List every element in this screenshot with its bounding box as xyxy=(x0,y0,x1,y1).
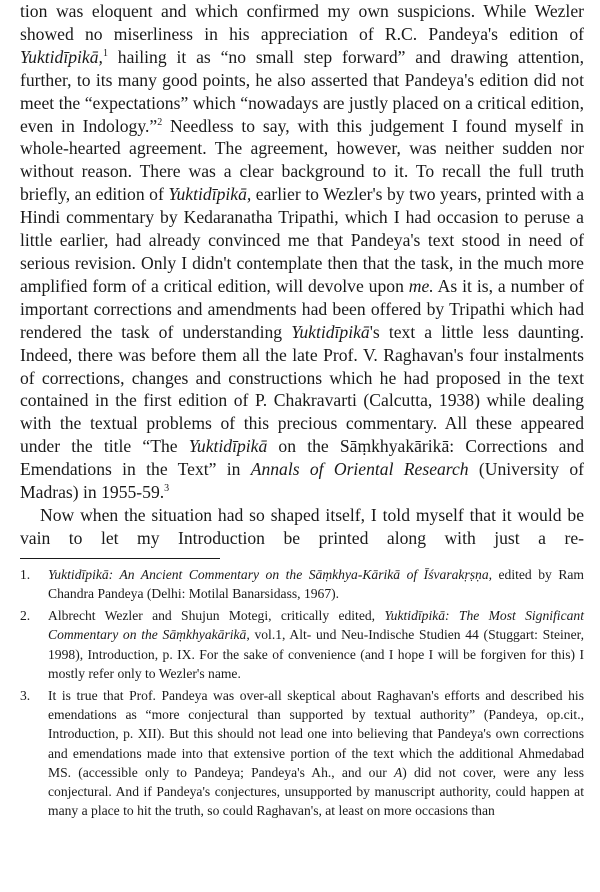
text-run: edited by Ram Chandra Pandeya (Delhi: Motilal Banarsidass, 1967). xyxy=(48,566,584,601)
paragraph xyxy=(20,504,584,550)
text-run: As it is, a number of important corrections and amendments had been offered by Tripathi which had rendered the task of understanding xyxy=(20,275,584,342)
italic-text: Yuktidīpikā xyxy=(188,436,268,457)
italic-text: A xyxy=(393,764,403,780)
paragraph xyxy=(20,0,584,504)
text-run: on the Sāṃkhyakārikā: Corrections and Emendations in the Text” in xyxy=(20,436,584,480)
footnote xyxy=(20,606,584,683)
footnote-ref: 3 xyxy=(164,483,170,495)
footnote xyxy=(20,565,584,603)
text-run: earlier to Wezler's by two years, printed with a Hindi commentary by Kedaranatha Tripathi, which I had occasion to peruse a little earlier, had already convinced me that Pandeya's text stood in need of serious revision. Only I didn't contemplate then that the task, in the much more amplified form of a critical edition, will devolve upon xyxy=(20,184,585,296)
italic-text: me. xyxy=(408,275,434,296)
page xyxy=(20,0,584,823)
text-run: 's text a little less daunting. Indeed, there was before them all the late Prof. V. Raghavan's four instalments of corrections, changes and constructions which he had proposed in the text contained in the first edition of P. Chakravarti (Calcutta, 1938) while dealing with the textual problems of this precious commentary. All these appeared under the title “The xyxy=(20,321,585,457)
text-run: hailing it as “no small step forward” and drawing attention, further, to its many good points, he also asserted that Pandeya's edition did not meet the “expectations” which “nowadays are justly placed on a critical edition, even in Indology.” xyxy=(20,46,584,136)
footnote-separator xyxy=(20,558,220,559)
text-run: vol.1, Alt- und Neu-Indische Studien 44 (Stuggart: Steiner, 1998), Introduction, p. IX. For the sake of convenience (and I hope I will be forgiven for this) I mostly refer only to Wezler's name. xyxy=(48,627,584,681)
italic-text: Yuktidīpikā, xyxy=(168,184,252,205)
footnote-text xyxy=(48,686,584,820)
text-run: (University of Madras) in 1955-59. xyxy=(20,459,584,503)
text-run: Needless to say, with this judgement I found myself in whole-hearted agreement. The agreement, however, was neither sudden nor without reason. There was a clear background to it. To recall the full truth briefly, an edition of xyxy=(20,115,584,205)
main-text xyxy=(20,0,584,550)
italic-text: Annals of Oriental Research xyxy=(250,459,469,480)
footnote xyxy=(20,686,584,820)
text-run: It is true that Prof. Pandeya was over-all skeptical about Raghavan's efforts and described his emendations as “more conjectural than supported by textual authority” (Pandeya, op.cit., Introduction, p. XII). But this should not lead one into believing that Pandeya's own corrections and emendations made into that extensive portion of the text which the additional Ahmedabad MS. (accessible only to Pandeya; Pandeya's Ah., and our xyxy=(48,687,584,780)
italic-text: Yuktidīpikā xyxy=(291,321,370,342)
italic-text: Yuktidīpikā: The Most Significant Commentary on the Sāṃkhyakārikā, xyxy=(48,608,584,643)
text-run: tion was eloquent and which confirmed my own suspicions. While Wezler showed no miserliness in his appreciation of R.C. Pandeya's edition of xyxy=(20,1,584,44)
footnote-ref: 1 xyxy=(102,47,108,59)
footnotes xyxy=(20,565,584,821)
text-run: Now when the situation had so shaped itself, I told myself that it would be vain to let my Introduction be printed along with just a re- xyxy=(20,504,584,548)
footnote-number: 3. xyxy=(20,687,31,703)
text-run: ) did not cover, were any less conjectural. And if Pandeya's conjectures, unsupported by manuscript authority, could happen at many a place to hit the truth, so could Raghavan's, at least on more occasions than xyxy=(48,764,584,819)
footnote-text xyxy=(48,565,584,603)
footnote-number: 2. xyxy=(20,608,31,624)
italic-text: Yuktidīpikā: An Ancient Commentary on the Sāṃkhya-Kārikā of Īśvarakṛṣṇa, xyxy=(48,566,493,582)
footnote-text xyxy=(48,606,584,683)
footnote-number: 1. xyxy=(20,566,31,582)
italic-text: Yuktidīpikā, xyxy=(20,46,103,67)
text-run: Albrecht Wezler and Shujun Motegi, critically edited, xyxy=(48,608,385,624)
footnote-ref: 2 xyxy=(157,116,163,128)
